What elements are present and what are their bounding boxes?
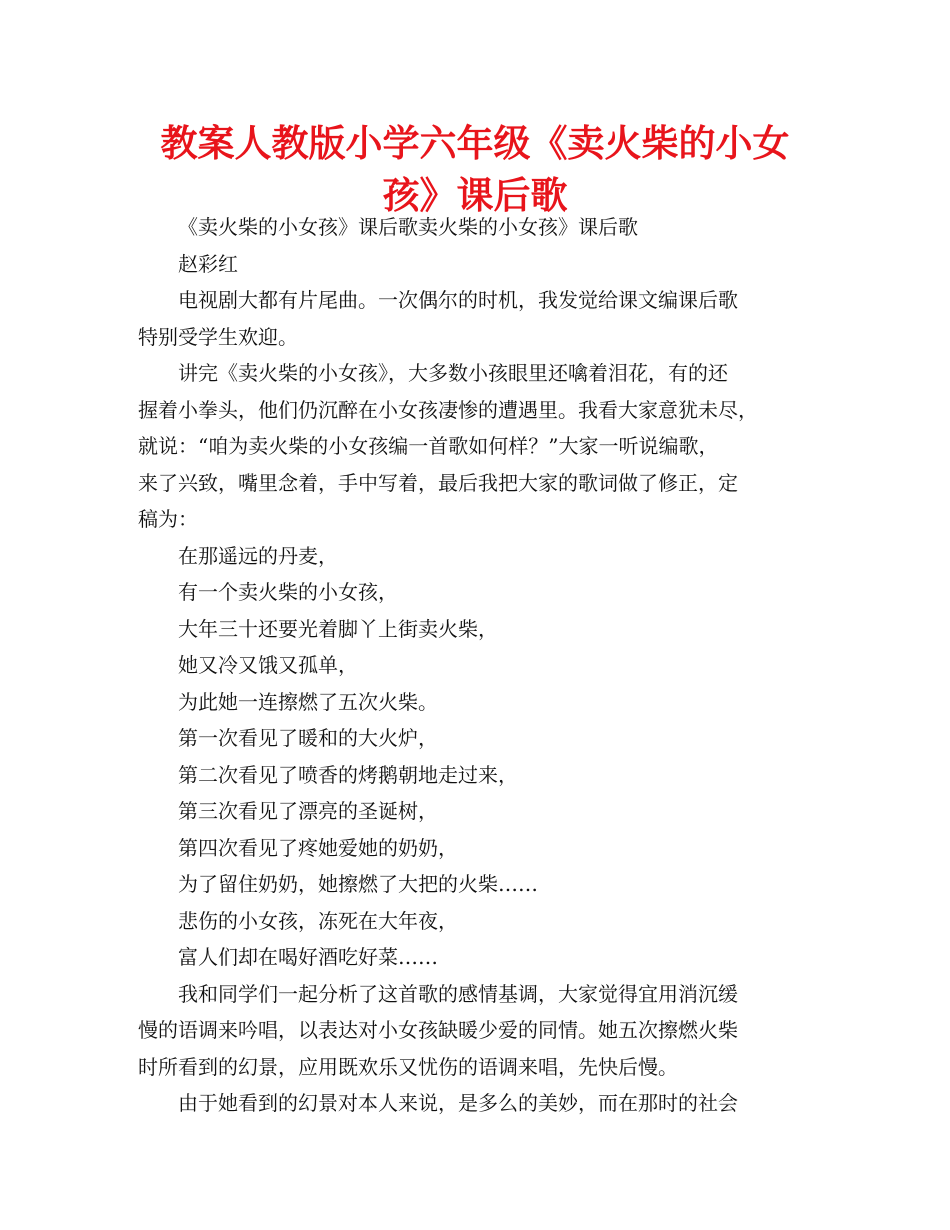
paragraph: [138, 574, 813, 611]
text-line: 为了留住奶奶，她擦燃了大把的火柴……: [178, 872, 538, 896]
text-line: 慢的语调来吟唱，以表达对小女孩缺暖少爱的同情。她五次擦燃火柴: [138, 1018, 738, 1042]
text-line: 来了兴致，嘴里念着，手中写着，最后我把大家的歌词做了修正，定: [138, 470, 738, 495]
paragraph: [138, 538, 813, 575]
text-line: 第一次看见了暖和的大火炉，: [178, 726, 438, 750]
text-line: 第三次看见了漂亮的圣诞树，: [178, 799, 438, 823]
paragraph: [138, 246, 813, 283]
paragraph: [138, 720, 813, 757]
paragraph: [138, 976, 813, 1086]
text-line: 电视剧大都有片尾曲。一次偶尔的时机，我发觉给课文编课后歌: [178, 288, 738, 312]
paragraph: [138, 684, 813, 721]
text-line: 富人们却在喝好酒吃好菜……: [178, 945, 438, 969]
paragraph: [138, 1085, 813, 1122]
text-line: 第四次看见了疼她爱她的奶奶，: [178, 835, 458, 860]
text-line: 第二次看见了喷香的烤鹅朝地走过来，: [178, 762, 518, 787]
paragraph: [138, 355, 813, 538]
text-line: 稿为：: [138, 507, 198, 531]
text-line: 《卖火柴的小女孩》课后歌卖火柴的小女孩》课后歌: [178, 215, 638, 239]
paragraph: [138, 282, 813, 355]
text-line: 大年三十还要光着脚丫上街卖火柴，: [178, 616, 498, 641]
paragraph: [138, 757, 813, 794]
text-line: 她又冷又饿又孤单，: [178, 653, 358, 677]
paragraph: [138, 647, 813, 684]
title-line-1: 教案人教版小学六年级《卖火柴的小女: [160, 122, 790, 165]
text-line: 讲完《卖火柴的小女孩》，大多数小孩眼里还噙着泪花，有的还: [178, 361, 728, 385]
text-line: 特别受学生欢迎。: [138, 324, 298, 349]
text-line: 为此她一连擦燃了五次火柴。: [178, 689, 438, 714]
paragraph: [138, 611, 813, 648]
paragraph: [138, 903, 813, 940]
paragraph: [138, 866, 813, 903]
title-line-2: 孩》课后歌: [382, 174, 568, 217]
document-title: [140, 118, 810, 222]
text-line: 在那遥远的丹麦，: [178, 543, 338, 568]
text-line: 有一个卖火柴的小女孩，: [178, 580, 398, 604]
paragraph: [138, 939, 813, 976]
text-line: 时所看到的幻景，应用既欢乐又忧伤的语调来唱，先快后慢。: [138, 1054, 678, 1079]
text-line: 悲伤的小女孩，冻死在大年夜，: [178, 908, 458, 933]
paragraph: [138, 793, 813, 830]
text-line: 我和同学们一起分析了这首歌的感情基调，大家觉得宜用消沉缓: [178, 981, 738, 1006]
paragraph: [138, 830, 813, 867]
text-line: 握着小拳头，他们仍沉醉在小女孩凄惨的遭遇里。我看大家意犹未尽，: [138, 397, 758, 422]
document-body: [138, 209, 813, 1122]
text-line: 由于她看到的幻景对本人来说，是多么的美妙，而在那时的社会: [178, 1091, 738, 1115]
text-line: 赵彩红: [178, 251, 238, 276]
text-line: 就说：“咱为卖火柴的小女孩编一首歌如何样？”大家一听说编歌，: [138, 434, 719, 458]
paragraph: [138, 209, 813, 246]
